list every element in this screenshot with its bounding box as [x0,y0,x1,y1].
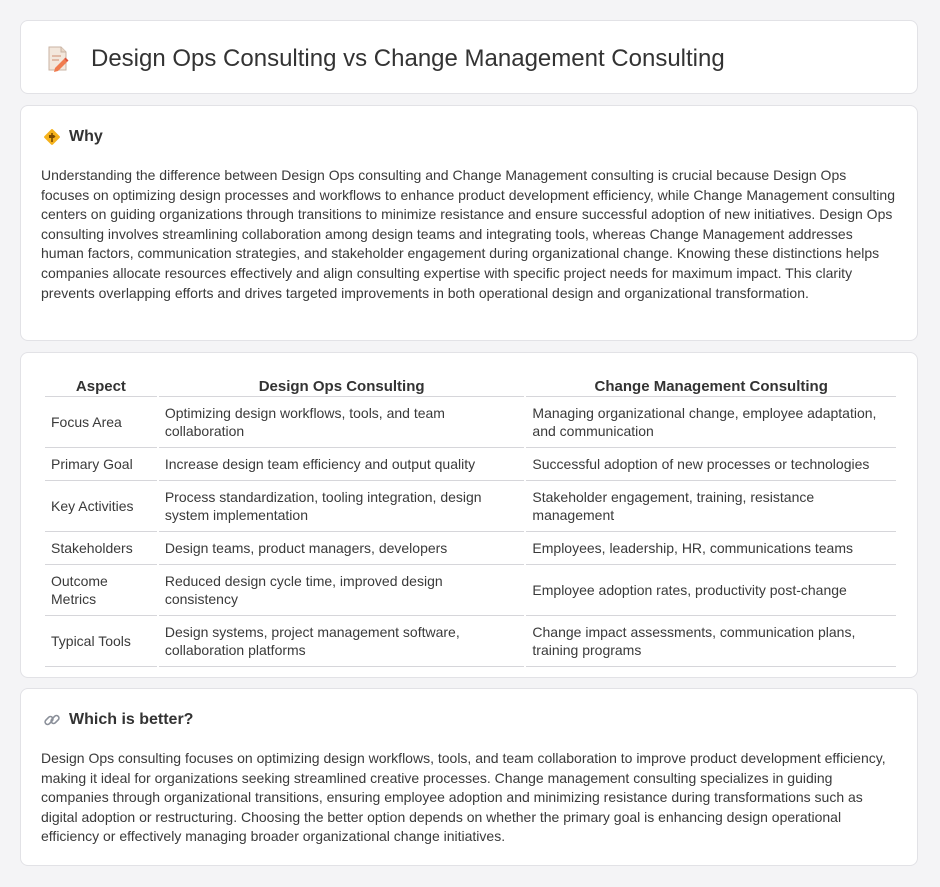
table-cell: Employee adoption rates, productivity post-change [526,565,896,616]
link-icon [43,711,61,729]
why-paragraph: Understanding the difference between Design Ops consulting and Change Management consulting is crucial because Design Ops focuses on optimizing design processes and workflows to enhance product development efficiency, while Change Management consulting centers on guiding organizations through transitions to minimize resistance and ensure successful adoption of new initiatives. Design Ops consulting involves streamlining collaboration among design teams and integrating tools, whereas Change Management addresses human factors, communication strategies, and stakeholder engagement during organizational change. Knowing these distinctions helps companies allocate resources effectively and align consulting expertise with specific project needs for maximum impact. This clarity prevents overlapping efforts and drives targeted improvements in both operational design and organizational transformation. [41,167,895,301]
table-cell: Key Activities [45,481,157,532]
table-cell: Process standardization, tooling integration, design system implementation [159,481,525,532]
table-cell: Design systems, project management software, collaboration platforms [159,616,525,667]
table-cell: Stakeholder engagement, training, resistance management [526,481,896,532]
better-paragraph: Design Ops consulting focuses on optimizing design workflows, tools, and team collaboration to improve product development efficiency, making it ideal for organizations seeking streamlined creative processes. Change management consulting specializes in guiding companies through organizational transitions, ensuring employee adoption and minimizing resistance during transformations such as digital adoption or restructuring. Choosing the better option depends on whether the primary goal is enhancing design operational efficiency or effectively managing broader organizational change initiatives. [41,750,886,845]
table-cell: Focus Area [45,397,157,448]
table-cell: Optimizing design workflows, tools, and team collaboration [159,397,525,448]
table-header-row [45,375,896,397]
table-row [45,481,896,532]
table-cell: Successful adoption of new processes or technologies [526,448,896,481]
why-section [20,105,918,341]
column-header-change-management: Change Management Consulting [526,375,896,397]
table-cell: Design teams, product managers, developers [159,532,525,565]
table-cell: Increase design team efficiency and output quality [159,448,525,481]
table-cell: Managing organizational change, employee adaptation, and communication [526,397,896,448]
table-cell: Reduced design cycle time, improved design consistency [159,565,525,616]
why-heading: Why [69,128,103,145]
page-title: Design Ops Consulting vs Change Management Consulting [91,45,725,72]
table-row [45,448,896,481]
table-row [45,616,896,667]
table-row [45,397,896,448]
table-cell: Change impact assessments, communication plans, training programs [526,616,896,667]
signpost-icon [43,128,61,146]
document-pencil-icon [47,46,69,72]
table-cell: Employees, leadership, HR, communications teams [526,532,896,565]
table-cell: Outcome Metrics [45,565,157,616]
column-header-design-ops: Design Ops Consulting [159,375,525,397]
comparison-table [43,375,898,667]
column-header-aspect: Aspect [45,375,157,397]
header-card [20,20,918,94]
better-heading: Which is better? [69,711,194,728]
which-is-better-section [20,688,918,866]
table-row [45,532,896,565]
table-cell: Stakeholders [45,532,157,565]
comparison-section [20,352,918,678]
table-row [45,565,896,616]
table-cell: Typical Tools [45,616,157,667]
table-cell: Primary Goal [45,448,157,481]
